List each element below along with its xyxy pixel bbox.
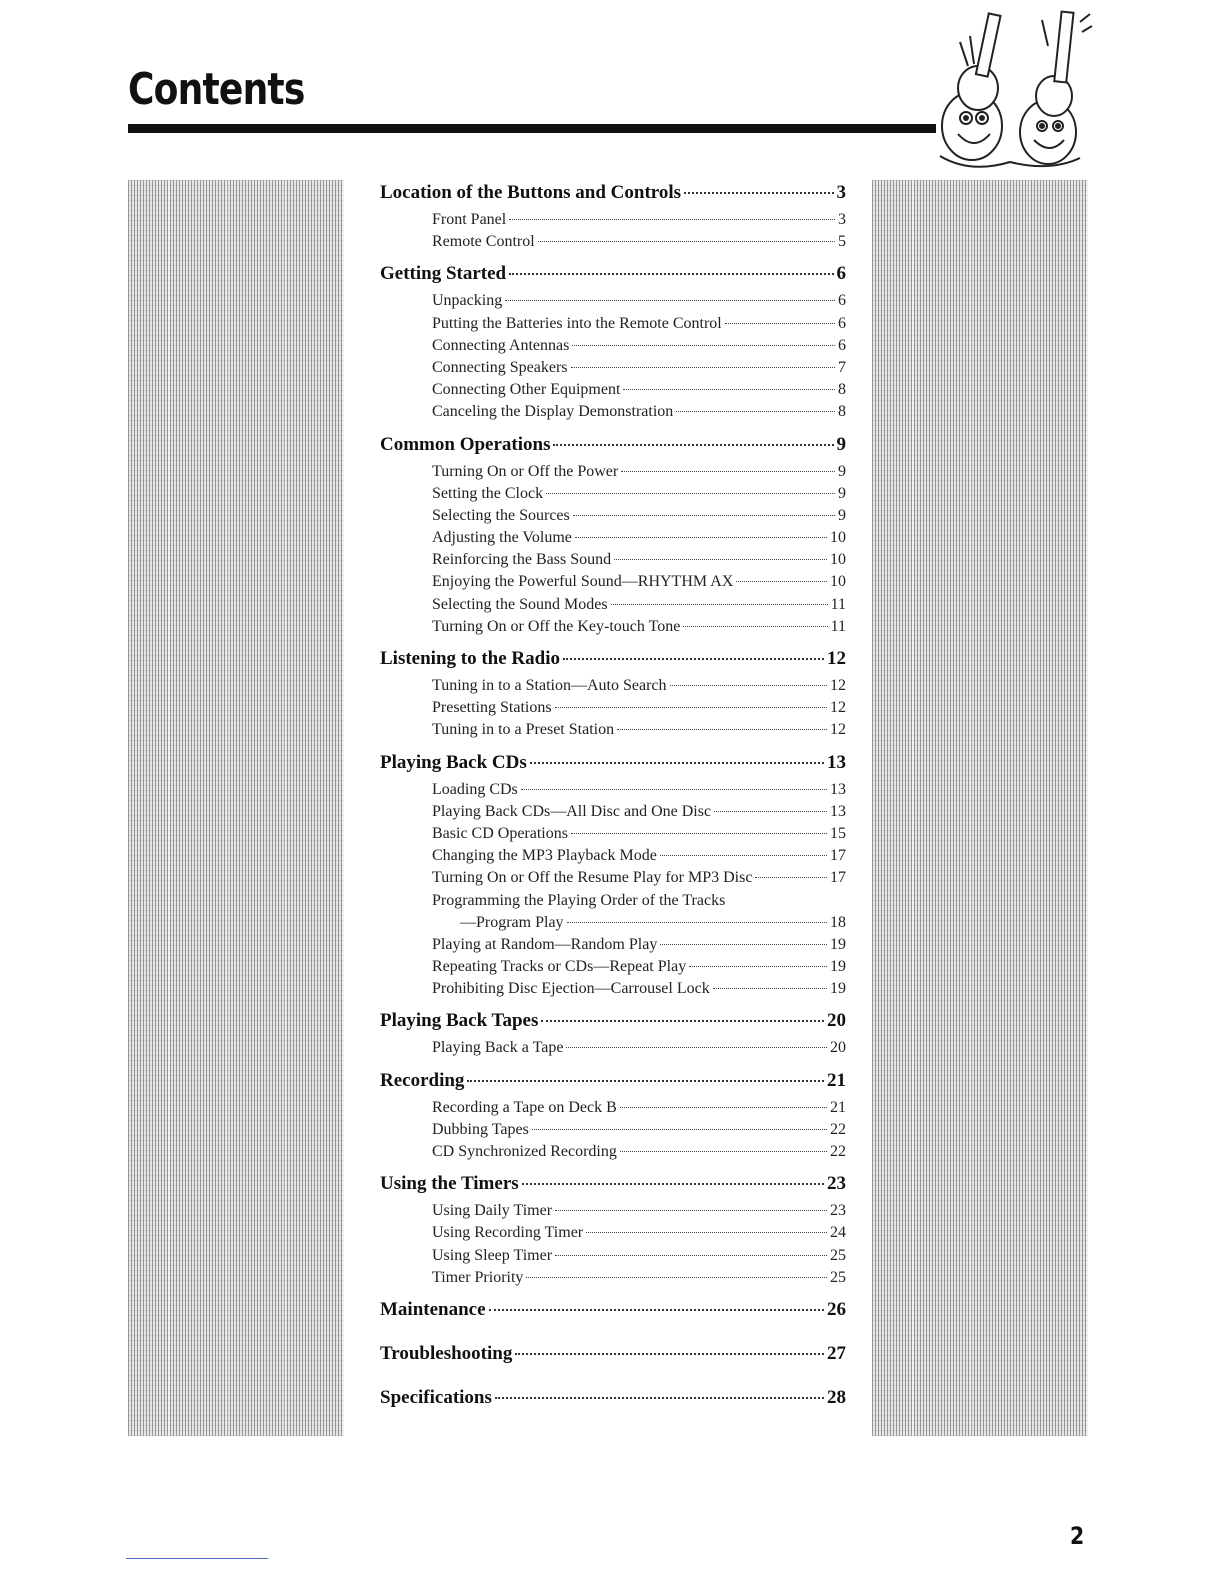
section-gap	[380, 1325, 846, 1333]
leader-dots	[532, 1129, 827, 1130]
toc-item	[380, 209, 846, 231]
toc-item	[380, 1222, 846, 1244]
leader-dots	[714, 811, 827, 812]
toc-item-label: Presetting Stations	[432, 699, 552, 717]
toc-heading	[380, 259, 846, 289]
toc-item	[380, 675, 846, 697]
toc-item	[380, 867, 846, 889]
leader-dots	[573, 515, 835, 516]
toc-heading-label: Listening to the Radio	[380, 648, 560, 669]
ukulele-characters-illustration	[930, 6, 1100, 176]
leader-dots	[571, 367, 835, 368]
toc-item-page: 22	[830, 1143, 846, 1160]
toc-item	[380, 1245, 846, 1267]
toc-item-label: Selecting the Sound Modes	[432, 595, 608, 613]
footer-line	[126, 1558, 268, 1559]
toc-item-label: Playing Back a Tape	[432, 1039, 564, 1057]
leader-dots	[538, 241, 835, 242]
toc-heading-label: Playing Back Tapes	[380, 1010, 539, 1032]
toc-item-page: 22	[830, 1120, 846, 1138]
toc-item-page: 7	[838, 358, 846, 376]
leader-dots	[555, 1255, 827, 1256]
toc-heading-page: 12	[827, 648, 846, 669]
toc-item-label: Adjusting the Volume	[432, 529, 572, 547]
toc-heading-label: Using the Timers	[380, 1173, 519, 1195]
toc-items	[380, 209, 846, 253]
page-title: Contents	[128, 64, 305, 115]
toc-heading-page: 20	[827, 1010, 846, 1032]
leader-dots	[521, 789, 827, 790]
toc-item-page: 13	[830, 802, 846, 820]
toc-item-page: 17	[830, 869, 846, 887]
toc-item	[380, 483, 846, 505]
toc-item-page: 10	[830, 573, 846, 591]
toc-section	[380, 430, 846, 639]
toc-item-page: 25	[830, 1268, 846, 1286]
decorative-pattern-right	[872, 180, 1088, 1436]
toc-item-page: 11	[830, 617, 846, 635]
toc-item	[380, 527, 846, 549]
toc-item-page: 24	[830, 1224, 846, 1242]
table-of-contents	[380, 178, 846, 1427]
leader-dots	[489, 1309, 824, 1311]
leader-dots	[621, 471, 835, 472]
leader-dots	[541, 1020, 824, 1022]
toc-item	[380, 845, 846, 867]
toc-item-label: Unpacking	[432, 292, 503, 310]
toc-item-page: 13	[830, 780, 846, 798]
toc-item-page: 10	[830, 529, 846, 547]
leader-dots	[617, 729, 827, 730]
toc-item-label: —Program Play	[460, 913, 564, 931]
toc-heading	[380, 1006, 846, 1036]
leader-dots	[505, 300, 835, 301]
toc-item-label: Enjoying the Powerful Sound—RHYTHM AX	[432, 573, 734, 591]
leader-dots	[572, 345, 835, 346]
toc-item-label: Dubbing Tapes	[432, 1120, 529, 1138]
toc-item	[380, 1200, 846, 1222]
toc-section	[380, 1066, 846, 1164]
toc-heading-page: 9	[836, 433, 846, 455]
toc-item-label: Timer Priority	[432, 1268, 524, 1286]
toc-section	[380, 1169, 846, 1289]
title-rule	[128, 124, 936, 133]
leader-dots	[676, 411, 835, 412]
leader-dots	[660, 855, 827, 856]
toc-heading-page: 6	[836, 263, 846, 285]
leader-dots	[495, 1397, 824, 1399]
leader-dots	[575, 537, 827, 538]
toc-section	[380, 1339, 846, 1377]
toc-item	[380, 594, 846, 616]
toc-item-page: 11	[830, 595, 846, 613]
toc-item-page: 12	[830, 721, 846, 739]
page-number: 2	[1070, 1522, 1085, 1550]
toc-item-label: Playing Back CDs—All Disc and One Disc	[432, 802, 712, 820]
leader-dots	[526, 1277, 827, 1278]
toc-item-label: Turning On or Off the Power	[432, 462, 619, 480]
toc-item-label: Programming the Playing Order of the Tracks	[432, 891, 726, 909]
toc-item-page: 6	[838, 292, 846, 310]
toc-item-label: Tuning in to a Station—Auto Search	[432, 677, 667, 694]
toc-item	[380, 912, 846, 934]
toc-items	[380, 779, 846, 1001]
toc-heading	[380, 1339, 846, 1369]
toc-item	[380, 571, 846, 593]
toc-section	[380, 1383, 846, 1421]
toc-heading-label: Maintenance	[380, 1298, 486, 1320]
toc-items	[380, 1097, 846, 1164]
leader-dots	[515, 1353, 824, 1355]
toc-item-page: 25	[830, 1246, 846, 1264]
toc-item	[380, 379, 846, 401]
toc-item	[380, 290, 846, 312]
toc-item-label: Recording a Tape on Deck B	[432, 1098, 617, 1116]
toc-item	[380, 779, 846, 801]
toc-item-page: 19	[830, 958, 846, 976]
toc-item-page: 6	[838, 336, 846, 354]
toc-heading-page: 23	[827, 1173, 846, 1195]
leader-dots	[555, 707, 827, 708]
leader-dots	[509, 273, 833, 275]
toc-item-label: Connecting Antennas	[432, 336, 570, 354]
toc-item-page: 19	[830, 980, 846, 998]
toc-item-label: Prohibiting Disc Ejection—Carrousel Lock	[432, 980, 710, 998]
toc-item	[380, 616, 846, 638]
toc-heading-label: Playing Back CDs	[380, 751, 527, 773]
toc-item-label: Connecting Speakers	[432, 358, 568, 376]
leader-dots	[660, 944, 827, 945]
toc-heading-label: Specifications	[380, 1386, 492, 1408]
toc-item	[380, 231, 846, 253]
leader-dots	[684, 192, 833, 194]
toc-heading	[380, 644, 846, 674]
toc-item-label: Turning On or Off the Key-touch Tone	[432, 617, 681, 635]
leader-dots	[689, 966, 827, 967]
toc-heading-page: 27	[827, 1342, 846, 1364]
toc-section	[380, 644, 846, 742]
toc-heading	[380, 748, 846, 778]
toc-item	[380, 335, 846, 357]
toc-heading-page: 28	[827, 1386, 846, 1408]
toc-item	[380, 1141, 846, 1163]
toc-heading-label: Getting Started	[380, 263, 507, 285]
toc-item-label: Using Sleep Timer	[432, 1246, 553, 1264]
toc-item-page: 9	[838, 506, 846, 524]
toc-heading	[380, 430, 846, 460]
leader-dots	[571, 833, 827, 834]
toc-items	[380, 675, 846, 742]
toc-item-page: 3	[838, 211, 846, 228]
toc-item-page: 8	[838, 381, 846, 399]
toc-item	[380, 823, 846, 845]
toc-item-label: CD Synchronized Recording	[432, 1143, 617, 1160]
toc-section	[380, 178, 846, 253]
leader-dots	[725, 323, 835, 324]
decorative-pattern-left	[128, 180, 344, 1436]
toc-heading-label: Common Operations	[380, 433, 551, 455]
toc-item-page: 12	[830, 677, 846, 694]
leader-dots	[563, 658, 824, 660]
toc-item-page: 18	[830, 913, 846, 931]
toc-item	[380, 956, 846, 978]
toc-heading-page: 26	[827, 1298, 846, 1320]
leader-dots	[467, 1080, 824, 1082]
toc-item-label: Tuning in to a Preset Station	[432, 721, 615, 739]
leader-dots	[553, 444, 833, 446]
toc-item	[380, 401, 846, 423]
toc-item	[380, 1119, 846, 1141]
toc-item-label: Canceling the Display Demonstration	[432, 403, 674, 421]
toc-items	[380, 290, 846, 423]
toc-item-label: Using Daily Timer	[432, 1202, 553, 1220]
toc-item-label: Selecting the Sources	[432, 506, 570, 524]
toc-item-label: Setting the Clock	[432, 484, 544, 502]
toc-section	[380, 748, 846, 1001]
leader-dots	[620, 1107, 827, 1108]
leader-dots	[567, 922, 827, 923]
leader-dots	[623, 389, 835, 390]
toc-item	[380, 801, 846, 823]
section-gap	[380, 1369, 846, 1377]
leader-dots	[555, 1210, 827, 1211]
toc-item	[380, 313, 846, 335]
toc-item-label: Playing at Random—Random Play	[432, 935, 658, 953]
toc-heading-label: Recording	[380, 1069, 465, 1091]
toc-items	[380, 461, 846, 639]
toc-item-page: 20	[830, 1039, 846, 1057]
toc-item-label: Using Recording Timer	[432, 1224, 584, 1242]
toc-section	[380, 1295, 846, 1333]
toc-item-label: Loading CDs	[432, 780, 518, 798]
toc-heading	[380, 1066, 846, 1096]
leader-dots	[683, 626, 827, 627]
toc-item-page: 9	[838, 462, 846, 480]
toc-item-page: 8	[838, 403, 846, 421]
toc-item-label: Front Panel	[432, 211, 507, 228]
toc-item-label: Repeating Tracks or CDs—Repeat Play	[432, 958, 687, 976]
toc-item	[380, 719, 846, 741]
toc-item-page: 10	[830, 551, 846, 569]
toc-item	[380, 1097, 846, 1119]
toc-item	[380, 890, 846, 912]
toc-item-page: 19	[830, 935, 846, 953]
leader-dots	[713, 988, 827, 989]
toc-item-label: Connecting Other Equipment	[432, 381, 621, 399]
toc-heading-label: Troubleshooting	[380, 1342, 513, 1364]
leader-dots	[530, 762, 824, 764]
toc-item-page: 17	[830, 847, 846, 865]
leader-dots	[736, 581, 827, 582]
toc-item	[380, 1037, 846, 1059]
toc-item-page: 6	[838, 314, 846, 332]
leader-dots	[546, 493, 835, 494]
toc-heading-label: Location of the Buttons and Controls	[380, 182, 682, 203]
toc-item	[380, 357, 846, 379]
toc-item-page: 12	[830, 699, 846, 717]
toc-item-page: 5	[838, 233, 846, 251]
toc-heading	[380, 1295, 846, 1325]
toc-item	[380, 1267, 846, 1289]
toc-item	[380, 978, 846, 1000]
leader-dots	[614, 559, 827, 560]
toc-items	[380, 1200, 846, 1289]
toc-item	[380, 461, 846, 483]
toc-item-page: 9	[838, 484, 846, 502]
toc-item	[380, 549, 846, 571]
leader-dots	[670, 685, 827, 686]
leader-dots	[522, 1183, 824, 1185]
toc-item-page: 23	[830, 1202, 846, 1220]
toc-items	[380, 1037, 846, 1059]
toc-item-label: Putting the Batteries into the Remote Control	[432, 314, 722, 332]
toc-item-label: Remote Control	[432, 233, 535, 251]
leader-dots	[586, 1232, 827, 1233]
toc-item-label: Turning On or Off the Resume Play for MP3 Disc	[432, 869, 753, 887]
toc-section	[380, 1006, 846, 1059]
leader-dots	[620, 1151, 827, 1152]
toc-item	[380, 697, 846, 719]
toc-heading	[380, 178, 846, 208]
toc-item-page: 15	[830, 824, 846, 842]
toc-heading	[380, 1383, 846, 1413]
toc-item	[380, 934, 846, 956]
leader-dots	[566, 1047, 827, 1048]
toc-heading-page: 13	[827, 751, 846, 773]
toc-item-label: Reinforcing the Bass Sound	[432, 551, 612, 569]
leader-dots	[509, 219, 835, 220]
toc-heading-page: 3	[836, 182, 846, 203]
toc-item-label: Basic CD Operations	[432, 824, 568, 842]
section-gap	[380, 1413, 846, 1421]
toc-item-page: 21	[830, 1098, 846, 1116]
toc-item	[380, 505, 846, 527]
leader-dots	[611, 604, 828, 605]
toc-heading-page: 21	[827, 1069, 846, 1091]
toc-item-label: Changing the MP3 Playback Mode	[432, 847, 657, 865]
toc-heading	[380, 1169, 846, 1199]
toc-section	[380, 259, 846, 423]
leader-dots	[755, 877, 827, 878]
